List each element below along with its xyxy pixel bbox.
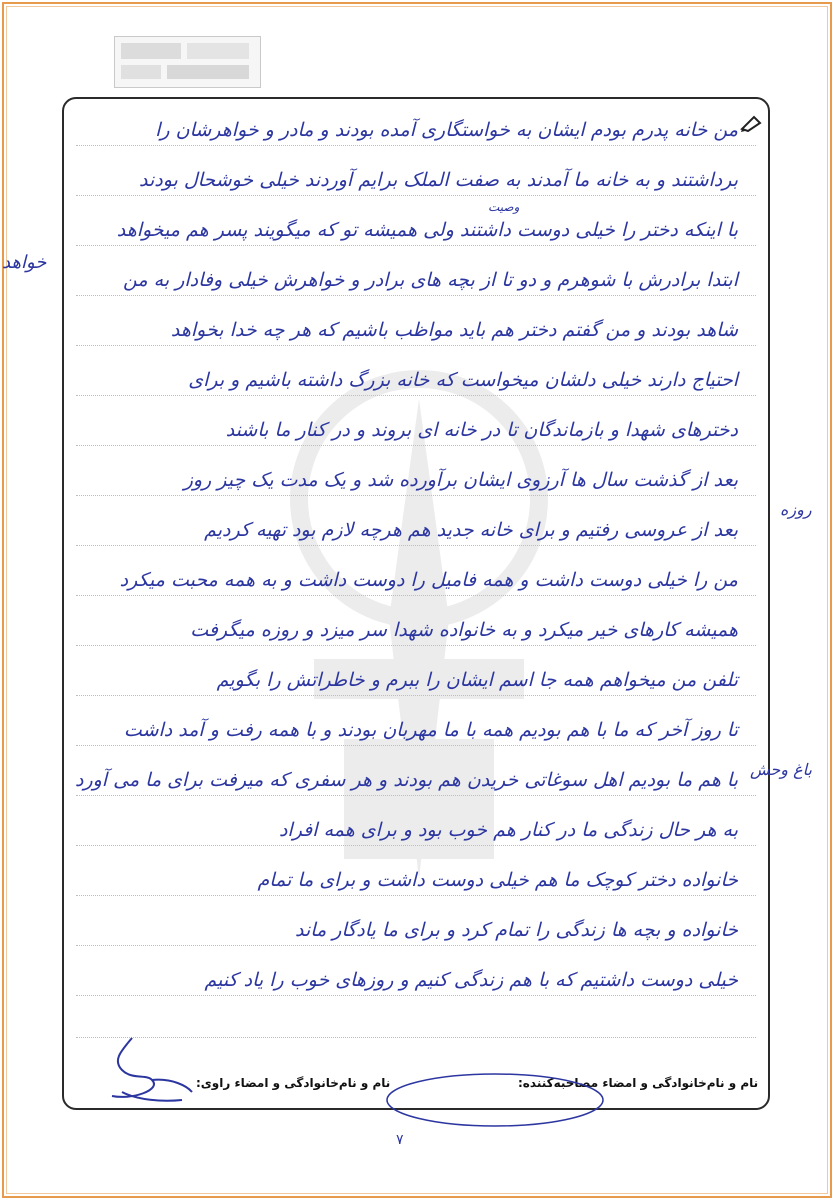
header-stamp <box>114 36 261 88</box>
pencil-icon <box>740 115 762 133</box>
ruled-line <box>76 145 756 146</box>
narrator-signature-label: نام و نام‌خانوادگی و امضاء راوی: <box>196 1076 391 1090</box>
margin-note-right: خواهد <box>2 252 47 273</box>
ruled-line <box>76 395 756 396</box>
handwritten-line: ابتدا برادرش با شوهرم و دو تا از بچه های برادر و خواهرش خیلی وفادار به من <box>123 269 738 291</box>
margin-note-right: باغ وحش <box>750 760 812 779</box>
interview-sheet <box>62 97 770 1110</box>
handwritten-line: تلفن من میخواهم همه جا اسم ایشان را ببرم و خاطراتش را بگویم <box>216 669 738 691</box>
ruled-line <box>76 545 756 546</box>
handwritten-line: همیشه کارهای خیر میکرد و به خانواده شهدا سر میزد و روزه میگرفت <box>190 619 738 641</box>
handwritten-line: خانواده دختر کوچک ما هم خیلی دوست داشت و برای ما تمام <box>257 869 738 891</box>
ruled-line <box>76 845 756 846</box>
ruled-line <box>76 795 756 796</box>
interviewer-signature-label: نام و نام‌خانوادگی و امضاء مصاحبه‌کننده: <box>518 1076 759 1090</box>
handwritten-line: من خانه پدرم بودم ایشان به خواستگاری آمده بودند و مادر و خواهرشان را <box>155 119 738 141</box>
ruled-line <box>76 595 756 596</box>
ruled-line <box>76 995 756 996</box>
ruled-line <box>76 445 756 446</box>
signature <box>92 1030 202 1110</box>
handwritten-line: دخترهای شهدا و بازماندگان تا در خانه ای بروند و در کنار ما باشند <box>225 419 738 441</box>
ruled-line <box>76 745 756 746</box>
stamp-graphic <box>115 37 260 87</box>
handwritten-line: شاهد بودند و من گفتم دختر هم باید مواظب باشیم که هر چه خدا بخواهد <box>170 319 738 341</box>
handwritten-line: خانواده و بچه ها زندگی را تمام کرد و برای ما یادگار ماند <box>295 919 738 941</box>
handwritten-line: با هم ما بودیم اهل سوغاتی خریدن هم بودند و هر سفری که میرفت برای ما می آورد <box>74 769 738 791</box>
handwritten-line: به هر حال زندگی ما در کنار هم خوب بود و برای همه افراد <box>278 819 738 841</box>
handwritten-line: من را خیلی دوست داشت و همه فامیل را دوست داشت و به همه محبت میکرد <box>119 569 738 591</box>
handwritten-line: بعد از گذشت سال ها آرزوی ایشان برآورده شد و یک مدت یک چیز روز <box>183 469 738 491</box>
ruled-line <box>76 345 756 346</box>
page-number: ۷ <box>396 1132 404 1148</box>
ruled-line <box>76 695 756 696</box>
handwritten-line: خیلی دوست داشتیم که با هم زندگی کنیم و روزهای خوب را یاد کنیم <box>204 969 738 991</box>
signature-scribble <box>380 1062 610 1132</box>
ruled-line <box>76 895 756 896</box>
ruled-line <box>76 945 756 946</box>
ruled-line <box>76 295 756 296</box>
handwritten-line: برداشتند و به خانه ما آمدند به صفت الملک برایم آوردند خیلی خوشحال بودند <box>138 169 738 191</box>
handwritten-line: بعد از عروسی رفتیم و برای خانه جدید هم هرچه لازم بود تهیه کردیم <box>204 519 738 541</box>
handwritten-line: احتیاج دارند خیلی دلشان میخواست که خانه بزرگ داشته باشیم و برای <box>188 369 738 391</box>
margin-note-above: وصیت <box>488 200 520 214</box>
margin-note-right: روزه <box>780 500 812 519</box>
ruled-line <box>76 245 756 246</box>
ruled-line <box>76 495 756 496</box>
ruled-line <box>76 645 756 646</box>
handwritten-line: با اینکه دختر را خیلی دوست داشتند ولی همیشه تو که میگویند پسر هم میخواهد <box>116 219 738 241</box>
ruled-line <box>76 195 756 196</box>
handwritten-line: تا روز آخر که ما با هم بودیم همه با ما مهربان بودند و با همه رفت و آمد داشت <box>123 719 738 741</box>
